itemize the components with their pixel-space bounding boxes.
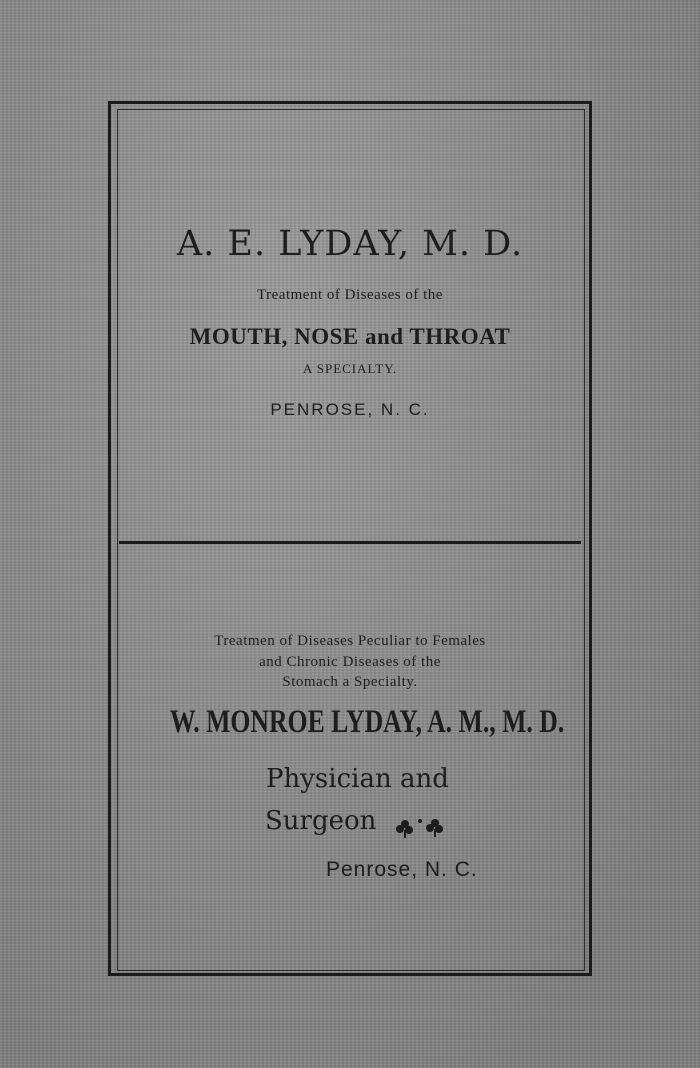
doctor-name-top: A. E. LYDAY, M. D.: [176, 224, 524, 264]
title-surgeon: Surgeon: [265, 806, 377, 836]
clover-ornament-icon: [393, 815, 457, 839]
specialty-heading: MOUTH, NOSE and THROAT: [189, 324, 511, 349]
treatment-subtitle: Treatment of Diseases of the: [257, 287, 443, 303]
location-top: PENROSE, N. C.: [270, 400, 430, 419]
description-line-3: Stomach a Specialty.: [282, 674, 418, 690]
location-bottom: Penrose, N. C.: [326, 858, 478, 881]
description-line-1: Treatmen of Diseases Peculiar to Females: [214, 633, 486, 649]
title-physician: Physician and: [266, 764, 449, 794]
specialty-note: A SPECIALTY.: [302, 361, 398, 376]
description-line-2: and Chronic Diseases of the: [259, 654, 441, 670]
section-divider: [119, 541, 581, 544]
doctor-name-bottom: W. MONROE LYDAY, A. M., M. D.: [169, 704, 565, 740]
